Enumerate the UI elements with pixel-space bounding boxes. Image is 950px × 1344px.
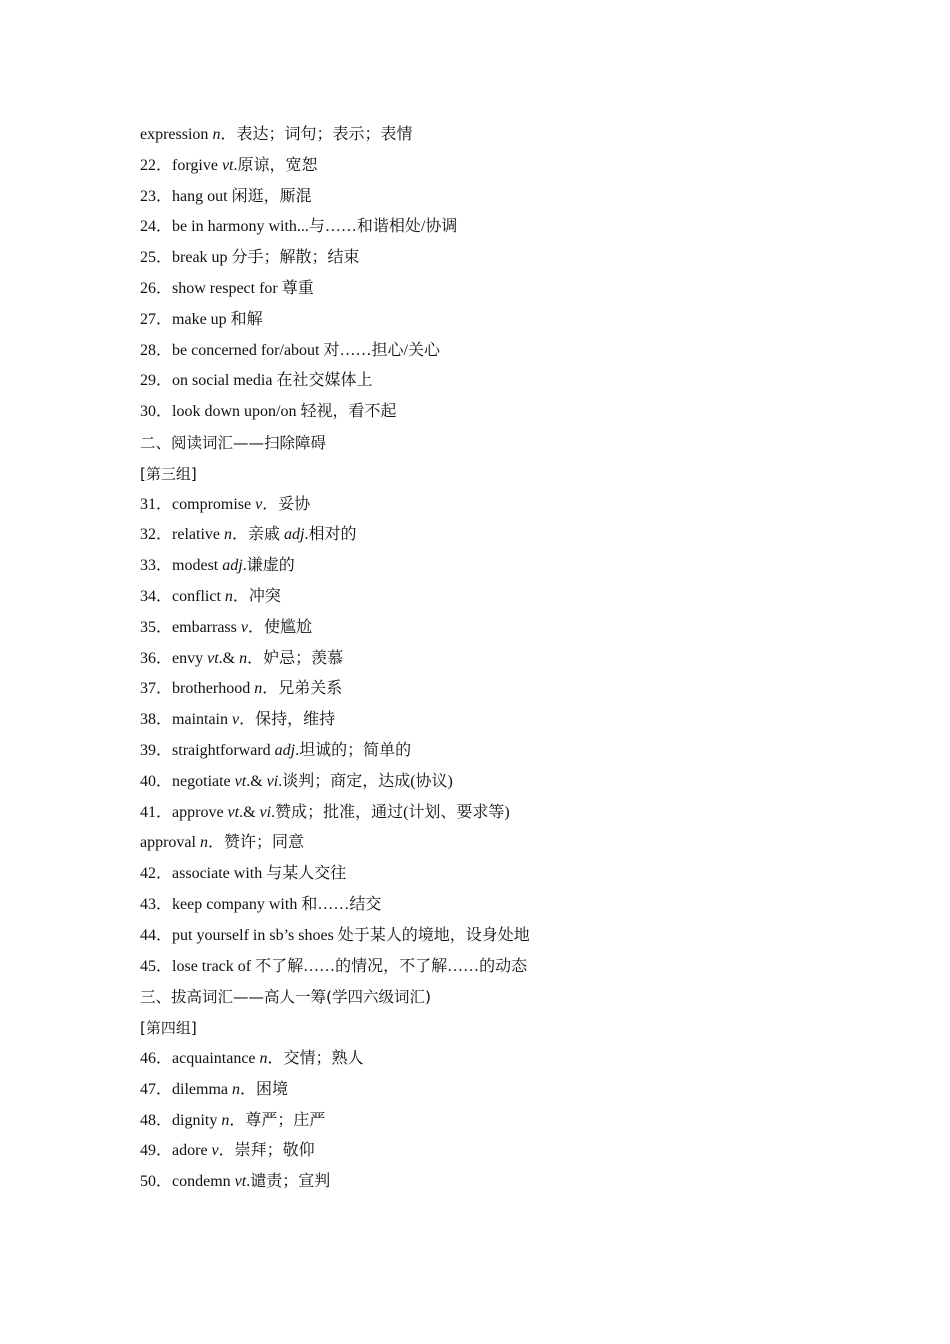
vocab-entry — [140, 1044, 840, 1075]
entry-number: 45． — [140, 957, 173, 975]
vocab-entry — [140, 120, 840, 151]
entry-number: 40． — [140, 772, 173, 790]
vocab-entry — [140, 336, 840, 367]
entry-term: approval — [140, 834, 200, 852]
part-of-speech: n — [212, 126, 221, 143]
entry-number: 37． — [140, 680, 173, 698]
vocab-entry — [140, 859, 840, 890]
entry-number: 43． — [140, 895, 173, 913]
part-of-speech: adj — [274, 741, 296, 759]
entry-term: be in harmony with... — [172, 218, 309, 236]
entry-definition: ．崇拜；敬仰 — [218, 1142, 315, 1160]
entry-term: straightforward — [172, 741, 275, 759]
part-of-speech: n — [259, 1049, 268, 1067]
entry-definition: .赞成；批准，通过(计划、要求等) — [271, 803, 510, 821]
part-of-speech: n — [224, 587, 233, 605]
entry-number: 32． — [140, 526, 173, 544]
group-label: [第三组] — [140, 464, 197, 483]
entry-definition: .原谅，宽恕 — [233, 156, 318, 174]
entry-number: 29． — [140, 372, 173, 390]
entry-term: expression — [140, 126, 213, 143]
entry-definition: .谈判；商定，达成(协议) — [278, 772, 453, 790]
entry-definition: ．妒忌；羡慕 — [247, 649, 344, 667]
entry-number: 50． — [140, 1173, 173, 1191]
entry-definition: ．赞许；同意 — [207, 834, 304, 852]
entry-number: 49． — [140, 1142, 173, 1160]
entry-definition: 与某人交往 — [266, 865, 347, 883]
vocab-entry — [140, 921, 840, 952]
vocab-entry — [140, 644, 840, 675]
entry-term: break up — [172, 249, 232, 267]
entry-term: lose track of — [172, 957, 256, 975]
entry-number: 33． — [140, 557, 173, 575]
part-of-speech: v — [255, 495, 263, 513]
vocab-entry — [140, 798, 840, 829]
entry-definition: ．兄弟关系 — [262, 680, 343, 698]
vocab-entry — [140, 828, 840, 859]
vocab-entry — [140, 397, 840, 428]
part-of-speech: vi — [266, 772, 279, 790]
part-of-speech: vt — [234, 772, 247, 790]
entry-definition: ．困境 — [240, 1080, 289, 1098]
entry-term: dignity — [172, 1111, 222, 1129]
entry-term: approve — [172, 803, 228, 821]
entry-term: keep company with — [172, 895, 302, 913]
entry-term: be concerned for/about — [172, 341, 324, 359]
entry-definition: 处于某人的境地，设身处地 — [337, 926, 530, 944]
entry-number: 48． — [140, 1111, 173, 1129]
entry-number: 30． — [140, 403, 173, 421]
vocab-entry — [140, 736, 840, 767]
entry-number: 28． — [140, 341, 173, 359]
entry-number: 35． — [140, 618, 173, 636]
entry-definition: ．尊严；庄严 — [229, 1111, 326, 1129]
entry-term: adore — [172, 1142, 212, 1160]
entry-term: conflict — [172, 587, 225, 605]
vocab-entry — [140, 212, 840, 243]
part-of-speech: adj — [222, 557, 243, 575]
entry-definition: 尊重 — [281, 279, 314, 297]
vocab-entry — [140, 1106, 840, 1137]
part-of-speech: n — [199, 834, 208, 852]
entry-term: negotiate — [172, 772, 235, 790]
part-of-speech: vt — [234, 1173, 247, 1191]
part-of-speech: v — [211, 1142, 219, 1160]
entry-definition: .相对的 — [304, 526, 357, 544]
vocab-entry — [140, 274, 840, 305]
vocab-entry — [140, 952, 840, 983]
entry-definition: 在社交媒体上 — [276, 372, 373, 390]
entry-term: relative — [172, 526, 224, 544]
entry-term: dilemma — [172, 1080, 232, 1098]
entry-number: 41． — [140, 803, 173, 821]
entry-number: 27． — [140, 310, 173, 328]
section-heading: 二、阅读词汇——扫除障碍 — [140, 433, 327, 452]
part-of-speech: n — [221, 1111, 230, 1129]
entry-definition: 分手；解散；结束 — [231, 249, 360, 267]
group-label: [第四组] — [140, 1019, 197, 1038]
entry-number: 26． — [140, 279, 173, 297]
entry-term: compromise — [172, 495, 256, 513]
entry-definition: ．使尴尬 — [247, 618, 312, 636]
entry-number: 47． — [140, 1080, 173, 1098]
entry-definition: ．保持，维持 — [239, 711, 336, 729]
entry-number: 31． — [140, 495, 173, 513]
entry-number: 46． — [140, 1049, 173, 1067]
vocab-entry — [140, 305, 840, 336]
entry-definition: .& — [239, 803, 260, 821]
part-of-speech: n — [254, 680, 263, 698]
entry-definition: ．交情；熟人 — [267, 1049, 364, 1067]
vocab-entry — [140, 551, 840, 582]
entry-number: 42． — [140, 865, 173, 883]
entry-term: put yourself in sb’s shoes — [172, 926, 338, 944]
part-of-speech: n — [223, 526, 232, 544]
entry-term: make up — [172, 310, 231, 328]
entry-term: forgive — [172, 156, 222, 174]
entry-term: acquaintance — [172, 1049, 260, 1067]
entry-number: 23． — [140, 187, 173, 205]
entry-definition: .谴责；宣判 — [246, 1173, 331, 1191]
part-of-speech: vt — [207, 649, 219, 667]
entry-term: brotherhood — [172, 680, 255, 698]
entry-term: envy — [172, 649, 208, 667]
vocab-entry — [140, 366, 840, 397]
entry-number: 39． — [140, 741, 173, 759]
vocab-entry — [140, 1075, 840, 1106]
vocab-entry — [140, 520, 840, 551]
part-of-speech: vi — [259, 803, 272, 821]
entry-definition: 和……结交 — [301, 895, 382, 913]
vocab-entry — [140, 182, 840, 213]
entry-definition: 与……和谐相处/协调 — [308, 218, 458, 236]
entry-term: hang out — [172, 187, 232, 205]
section-heading: 三、拔高词汇——高人一筹(学四六级词汇) — [140, 988, 432, 1007]
entry-number: 36． — [140, 649, 173, 667]
part-of-speech: n — [232, 1080, 240, 1098]
entry-definition: ．亲戚 — [231, 526, 284, 544]
vocab-entry — [140, 674, 840, 705]
vocab-entry — [140, 1167, 840, 1198]
entry-definition: .& — [246, 772, 267, 790]
entry-definition: 不了解……的情况，不了解……的动态 — [255, 957, 528, 975]
vocab-entry — [140, 243, 840, 274]
part-of-speech: v — [240, 618, 248, 636]
vocab-entry — [140, 890, 840, 921]
vocab-entry — [140, 582, 840, 613]
entry-term: associate with — [172, 865, 267, 883]
part-of-speech: vt — [227, 803, 240, 821]
entry-term: maintain — [172, 711, 232, 729]
entry-term: look down upon/on — [172, 403, 301, 421]
vocab-entry — [140, 1136, 840, 1167]
part-of-speech: n — [239, 649, 248, 667]
entry-definition: .坦诚的；简单的 — [295, 741, 412, 759]
entry-definition: 和解 — [230, 310, 263, 328]
entry-term: condemn — [172, 1173, 235, 1191]
entry-definition: 轻视，看不起 — [300, 403, 397, 421]
entry-term: on social media — [172, 372, 277, 390]
entry-number: 22． — [140, 156, 173, 174]
entry-term: embarrass — [172, 618, 241, 636]
entry-number: 24． — [140, 218, 173, 236]
vocabulary-document — [140, 120, 840, 1198]
entry-definition: ．妥协 — [262, 495, 311, 513]
vocab-entry — [140, 490, 840, 521]
entry-definition: 闲逛，厮混 — [231, 187, 312, 205]
entry-term: show respect for — [172, 279, 282, 297]
part-of-speech: v — [232, 711, 240, 729]
entry-definition: 对……担心/关心 — [323, 341, 440, 359]
entry-definition: ．表达；词句；表示；表情 — [220, 126, 413, 143]
entry-number: 25． — [140, 249, 173, 267]
vocab-entry — [140, 767, 840, 798]
entry-definition: .谦虚的 — [242, 557, 295, 575]
part-of-speech: vt — [221, 156, 234, 174]
entry-definition: .& — [218, 649, 240, 667]
entry-term: modest — [172, 557, 223, 575]
entry-number: 34． — [140, 587, 173, 605]
entry-number: 38． — [140, 711, 173, 729]
vocab-entry — [140, 151, 840, 182]
entry-number: 44． — [140, 926, 173, 944]
part-of-speech: adj — [284, 526, 305, 544]
entry-definition: ．冲突 — [232, 587, 281, 605]
vocab-entry — [140, 705, 840, 736]
vocab-entry — [140, 613, 840, 644]
